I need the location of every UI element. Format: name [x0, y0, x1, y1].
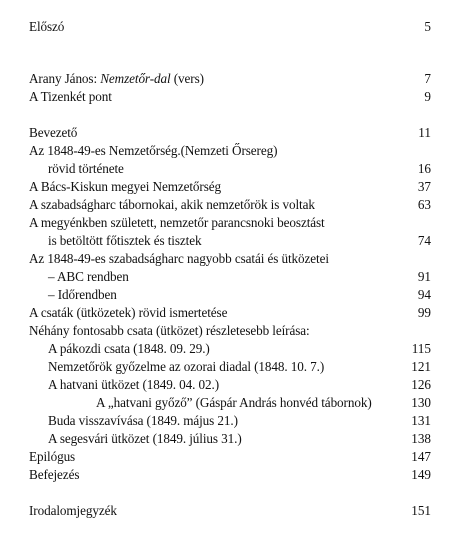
toc-entry-page: 138: [411, 431, 431, 446]
toc-entry-arany: [0, 72, 455, 90]
toc-entry-page: 131: [411, 413, 431, 428]
toc-entry-page: 126: [411, 377, 431, 392]
toc-entry-title: A hatvani ütközet (1849. 04. 02.): [48, 377, 220, 392]
toc-entry-page: 130: [411, 395, 431, 410]
toc-entry-title: is betöltött főtisztek és tisztek: [48, 233, 202, 248]
toc-entry-page: 121: [411, 359, 431, 374]
toc-entry-reszletes: [0, 324, 455, 342]
toc-entry-title: rövid története: [48, 161, 124, 176]
toc-entry-eloszo: [0, 20, 455, 38]
toc-entry-title: A Tizenkét pont: [29, 89, 112, 104]
toc-entry-title: – ABC rendben: [48, 269, 129, 284]
toc-entry-bevezeto: [0, 126, 455, 144]
toc-entry-nemzetorseg-cont: [0, 162, 455, 180]
toc-entry-title: Bevezető: [29, 125, 78, 140]
toc-entry-csatak-abc: [0, 270, 455, 288]
toc-entry-page: 11: [418, 125, 431, 140]
toc-entry-page: 151: [411, 503, 431, 518]
toc-entry-nemzetorseg: [0, 144, 455, 162]
toc-entry-title: Arany János: Nemzetőr-dal (vers): [29, 71, 204, 86]
toc-entry-title: Buda visszavívása (1849. május 21.): [48, 413, 238, 428]
toc-entry-title: A Bács-Kiskun megyei Nemzetőrség: [29, 179, 221, 194]
toc-entry-title: Irodalomjegyzék: [29, 503, 117, 518]
toc-entry-page: 7: [424, 71, 431, 86]
toc-entry-title: Az 1848-49-es szabadságharc nagyobb csatái és ütközetei: [29, 251, 329, 266]
toc-entry-megyenkben: [0, 216, 455, 234]
toc-entry-page: 94: [417, 287, 431, 302]
toc-entry-page: 99: [417, 305, 431, 320]
toc-entry-bacs-kiskun: [0, 180, 455, 198]
toc-entry-page: 74: [417, 233, 431, 248]
toc-entry-page: 147: [411, 449, 431, 464]
toc-entry-csatak-ismertetes: [0, 306, 455, 324]
toc-entry-title: – Időrendben: [48, 287, 117, 302]
poem-title: Nemzetőr-dal: [100, 71, 171, 86]
toc-entry-page: 16: [417, 161, 431, 176]
toc-entry-page: 37: [417, 179, 431, 194]
toc-entry-pakozd: [0, 342, 455, 360]
toc-entry-title: Az 1848-49-es Nemzetőrség.(Nemzeti Őrsereg): [29, 143, 278, 158]
toc-entry-page: 9: [424, 89, 431, 104]
toc-entry-befejezes: [0, 468, 455, 486]
toc-entry-tabornokok: [0, 198, 455, 216]
toc-entry-epilogus: [0, 450, 455, 468]
toc-entry-segesvar: [0, 432, 455, 450]
toc-entry-page: 115: [411, 341, 431, 356]
toc-entry-title: Előszó: [29, 19, 65, 34]
toc-entry-page: 91: [417, 269, 431, 284]
toc-entry-page: 5: [424, 19, 431, 34]
toc-entry-title: A „hatvani győző” (Gáspár András honvéd tábornok): [96, 395, 372, 410]
toc-entry-page: 149: [411, 467, 431, 482]
toc-entry-buda: [0, 414, 455, 432]
toc-entry-title: A csaták (ütközetek) rövid ismertetése: [29, 305, 228, 320]
toc-entry-title: Befejezés: [29, 467, 80, 482]
toc-entry-title: A pákozdi csata (1848. 09. 29.): [48, 341, 210, 356]
toc-entry-irodalom: [0, 504, 455, 522]
toc-entry-title: A megyénkben született, nemzetőr parancsnoki beosztást: [29, 215, 325, 230]
toc-entry-ozora: [0, 360, 455, 378]
toc-entry-page: 63: [417, 197, 431, 212]
toc-entry-hatvan: [0, 378, 455, 396]
toc-entry-tizenket-pont: [0, 90, 455, 108]
toc-entry-megyenkben-cont: [0, 234, 455, 252]
toc-entry-title: Epilógus: [29, 449, 76, 464]
toc-entry-title: A segesvári ütközet (1849. július 31.): [48, 431, 242, 446]
toc-entry-hatvani-gyozo: [0, 396, 455, 414]
toc-entry-csatak-ido: [0, 288, 455, 306]
toc-entry-title: Nemzetőrök győzelme az ozorai diadal (1848. 10. 7.): [48, 359, 325, 374]
toc-entry-title: Néhány fontosabb csata (ütközet) részletesebb leírása:: [29, 323, 310, 338]
toc-entry-csatak: [0, 252, 455, 270]
toc-entry-title: A szabadságharc tábornokai, akik nemzetőrök is voltak: [29, 197, 315, 212]
